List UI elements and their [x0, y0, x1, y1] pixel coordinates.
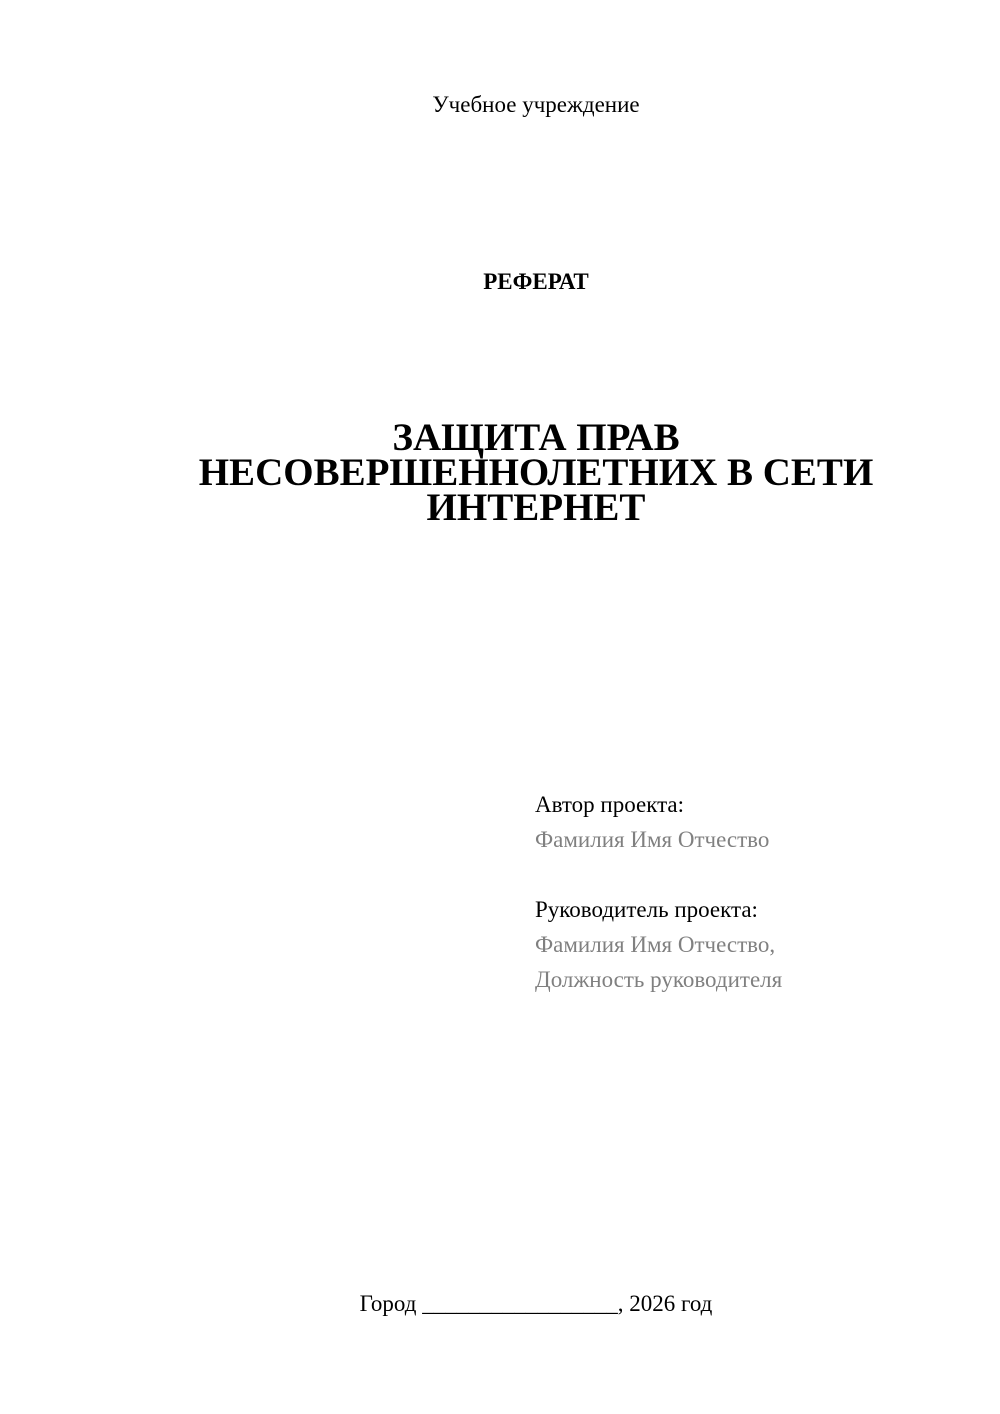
author-name: Фамилия Имя Отчество — [535, 827, 770, 852]
supervisor-label: Руководитель проекта: — [535, 897, 758, 922]
author-label: Автор проекта: — [535, 792, 684, 817]
title-line: НЕСОВЕРШЕННОЛЕТНИХ В СЕТИ — [198, 451, 874, 494]
document-type: РЕФЕРАТ — [483, 269, 589, 294]
institution-name: Учебное учреждение — [432, 92, 640, 117]
title-line: ЗАЩИТА ПРАВ — [392, 416, 680, 459]
supervisor-name: Фамилия Имя Отчество, — [535, 932, 776, 957]
block-spacer — [535, 857, 975, 892]
city-year-line: Город _________________, 2026 год — [359, 1291, 713, 1316]
document-title — [0, 416, 1000, 529]
title-line: ИНТЕРНЕТ — [426, 486, 646, 529]
author-block — [535, 787, 975, 997]
supervisor-position: Должность руководителя — [535, 967, 783, 992]
